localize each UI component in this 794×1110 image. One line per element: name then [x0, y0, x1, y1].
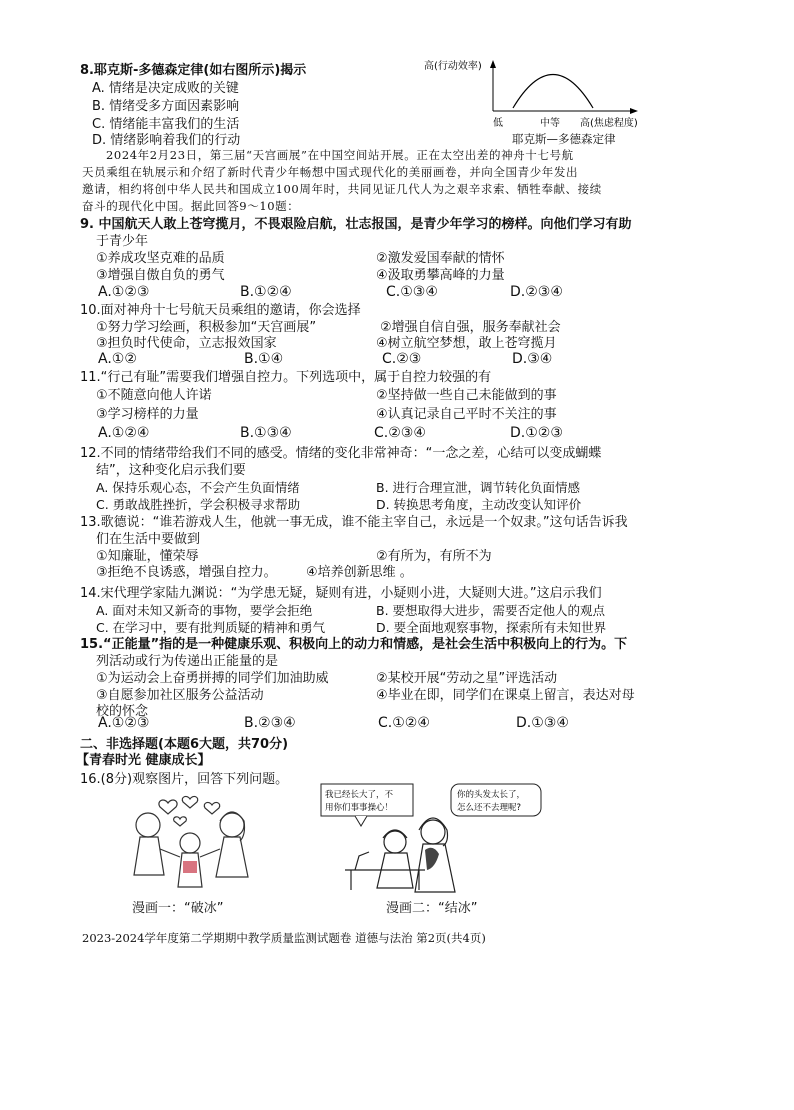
heart-icon	[159, 800, 177, 814]
mother-hair-2	[419, 818, 448, 846]
q12-stem-2: 结”，这种变化启示我们要	[96, 463, 246, 478]
graph-x-low: 低	[493, 118, 503, 129]
q9-statement-1: ①养成攻坚克难的品质	[96, 251, 225, 266]
q11-choice-b: B.①③④	[240, 425, 292, 441]
graph-y-arrow	[490, 60, 496, 68]
q9-choice-c: C.①③④	[386, 284, 438, 300]
cartoon-1-caption: 漫画一：“破冰”	[132, 901, 224, 916]
section-2-title: 二、非选择题(本题6大题，共70分)	[80, 737, 289, 752]
graph-curve	[513, 75, 593, 109]
q8-stem: 8.耶克斯-多德森定律(如右图所示)揭示	[80, 63, 307, 78]
passage-line-1: 2024年2月23日，第三届“天宫画展”在中国空间站开展。正在太空出差的神舟十七号航	[106, 148, 574, 162]
q8-option-a: A. 情绪是决定成败的关键	[92, 81, 239, 96]
q10-statement-4: ④树立航空梦想，敢上苍穹揽月	[376, 336, 557, 351]
passage-line-3: 邀请，相约将创中华人民共和国成立100周年时，共同见证几代人为之艰辛求索、牺牲奉献、接续	[82, 182, 602, 196]
q9-choice-b: B.①②④	[240, 284, 292, 300]
mother-body	[216, 837, 248, 877]
bubble-child-line-1: 我已经长大了，不	[325, 790, 394, 800]
child-shirt	[183, 861, 197, 873]
cartoon-1-family	[120, 795, 260, 895]
q10-statement-3: ③担负时代使命，立志报效国家	[96, 336, 277, 351]
q15-choice-b: B.②③④	[244, 715, 296, 731]
q11-statement-4: ④认真记录自己平时不关注的事	[376, 407, 557, 422]
teen-head	[384, 831, 406, 853]
q12-option-c: C. 勇敢战胜挫折，学会积极寻求帮助	[96, 497, 301, 512]
q10-choice-a: A.①②	[98, 351, 137, 367]
heart-icon	[174, 817, 187, 826]
q12-option-a: A. 保持乐观心态，不会产生负面情绪	[96, 480, 300, 495]
child-head	[180, 833, 200, 853]
q15-statement-4b: 校的怀念	[96, 704, 149, 719]
bubble-mom-line-2: 怎么还不去理呢?	[457, 803, 522, 813]
q13-stem-1: 13.歌德说：“谁若游戏人生，他就一事无成，谁不能主宰自己，永远是一个奴隶。”这句话告诉我	[80, 515, 628, 530]
q9-statement-3: ③增强自傲自负的勇气	[96, 268, 225, 283]
q10-choice-c: C.②③	[382, 351, 422, 367]
q11-statement-3: ③学习榜样的力量	[96, 407, 199, 422]
q11-statement-1: ①不随意向他人许诺	[96, 388, 212, 403]
bubble-child-line-2: 用你们事事操心！	[325, 803, 394, 813]
q16-stem: 16.(8分)观察图片，回答下列问题。	[80, 772, 289, 787]
q14-option-d: D. 要全面地观察事物，探索所有未知世界	[376, 620, 607, 635]
q12-stem-1: 12.不同的情绪带给我们不同的感受。情绪的变化非常神奇：“一念之差，心结可以变成蝴蝶	[80, 446, 602, 461]
q13-statement-2: ②有所为，有所不为	[376, 549, 492, 564]
father-body	[134, 837, 164, 875]
q10-statement-2: ②增强自信自强，服务奉献社会	[380, 320, 561, 335]
passage-line-2: 天员乘组在轨展示和介绍了新时代青少年畅想中国式现代化的美丽画卷，并向全国青少年发出	[82, 165, 579, 179]
q13-stem-2: 们在生活中要做到	[96, 532, 201, 547]
q9-choice-a: A.①②③	[98, 284, 150, 300]
q13-statement-3: ③拒绝不良诱惑，增强自控力。	[96, 565, 277, 580]
q15-choice-a: A.①②③	[98, 715, 150, 731]
q12-option-b: B. 进行合理宣泄，调节转化负面情感	[376, 480, 581, 495]
section-2-subtitle: 【青春时光 健康成长】	[76, 753, 211, 768]
q11-choice-a: A.①②④	[98, 425, 150, 441]
cartoon-2-mother-teen	[315, 780, 526, 895]
graph-x-mid: 中等	[540, 118, 560, 129]
q9-stem-1: 9. 中国航天人敢上苍穹揽月，不畏艰险启航，壮志报国，是青少年学习的榜样。向他们学习有助	[80, 217, 632, 232]
bubble-mom-line-1: 你的头发太长了，	[457, 790, 526, 800]
q15-choice-d: D.①③④	[516, 715, 569, 731]
q10-choice-b: B.①④	[244, 351, 284, 367]
desk-legs	[351, 870, 419, 890]
q9-statement-4: ④汲取勇攀高峰的力量	[376, 268, 505, 283]
mother-dark-sweater	[425, 848, 439, 870]
q15-stem-1: 15.“正能量”指的是一种健康乐观、积极向上的动力和情感，是社会生活中积极向上的行为。下	[80, 637, 628, 652]
graph-caption: 耶克斯—多德森定律	[512, 132, 616, 146]
cartoon-2-caption: 漫画二：“结冰”	[386, 901, 478, 916]
passage-line-4: 奋斗的现代化中国。据此回答9～10题：	[82, 199, 300, 213]
q15-stem-2: 列活动或行为传递出正能量的是	[96, 654, 279, 669]
q14-option-b: B. 要想取得大进步，需要否定他人的观点	[376, 603, 606, 618]
q9-choice-d: D.②③④	[510, 284, 563, 300]
q15-statement-3: ③自愿参加社区服务公益活动	[96, 688, 264, 703]
q8-option-c: C. 情绪能丰富我们的生活	[92, 117, 240, 132]
q8-option-b: B. 情绪受多方面因素影响	[92, 99, 240, 114]
q12-option-d: D. 转换思考角度，主动改变认知评价	[376, 497, 582, 512]
mother-head-2	[421, 820, 445, 844]
q10-choice-d: D.③④	[512, 351, 553, 367]
q11-choice-c: C.②③④	[374, 425, 426, 441]
q15-choice-c: C.①②④	[378, 715, 430, 731]
q9-stem-2: 于青少年	[96, 234, 149, 249]
desk-lamp	[355, 852, 369, 870]
q11-choice-d: D.①②③	[510, 425, 563, 441]
q8-option-d: D. 情绪影响着我们的行动	[92, 133, 241, 148]
heart-icon	[204, 802, 219, 814]
q14-option-c: C. 在学习中，要有批判质疑的精神和勇气	[96, 620, 326, 635]
q9-statement-2: ②激发爱国奉献的情怀	[376, 251, 505, 266]
q10-stem: 10.面对神舟十七号航天员乘组的邀请，你会选择	[80, 303, 361, 318]
page-footer: 2023-2024学年度第二学期期中教学质量监测试题卷 道德与法治 第2页(共4页)	[82, 931, 486, 945]
graph-x-arrow	[630, 108, 638, 114]
q14-stem: 14.宋代理学家陆九渊说：“为学患无疑，疑则有进，小疑则小进，大疑则大进。”这启示我们	[80, 586, 602, 601]
q15-statement-2: ②某校开展“劳动之星”评选活动	[376, 671, 558, 686]
graph-y-label: 高(行动效率)	[424, 61, 482, 72]
q15-statement-1: ①为运动会上奋勇拼搏的同学们加油助威	[96, 671, 329, 686]
q11-statement-2: ②坚持做一些自己未能做到的事	[376, 388, 557, 403]
q13-statement-4: ④培养创新思维 。	[306, 565, 413, 580]
q14-option-a: A. 面对未知又新奇的事物，要学会拒绝	[96, 603, 313, 618]
father-head	[136, 813, 160, 837]
q11-stem: 11.“行己有耻”需要我们增强自控力。下列选项中，属于自控力较强的有	[80, 370, 492, 385]
q10-statement-1: ①努力学习绘画，积极参加“天宫画展”	[96, 320, 317, 335]
heart-icon	[182, 796, 197, 808]
graph-x-high: 高(焦虑程度)	[580, 118, 638, 129]
q15-statement-4a: ④毕业在即，同学们在课桌上留言，表达对母	[376, 688, 635, 703]
q13-statement-1: ①知廉耻，懂荣辱	[96, 549, 199, 564]
